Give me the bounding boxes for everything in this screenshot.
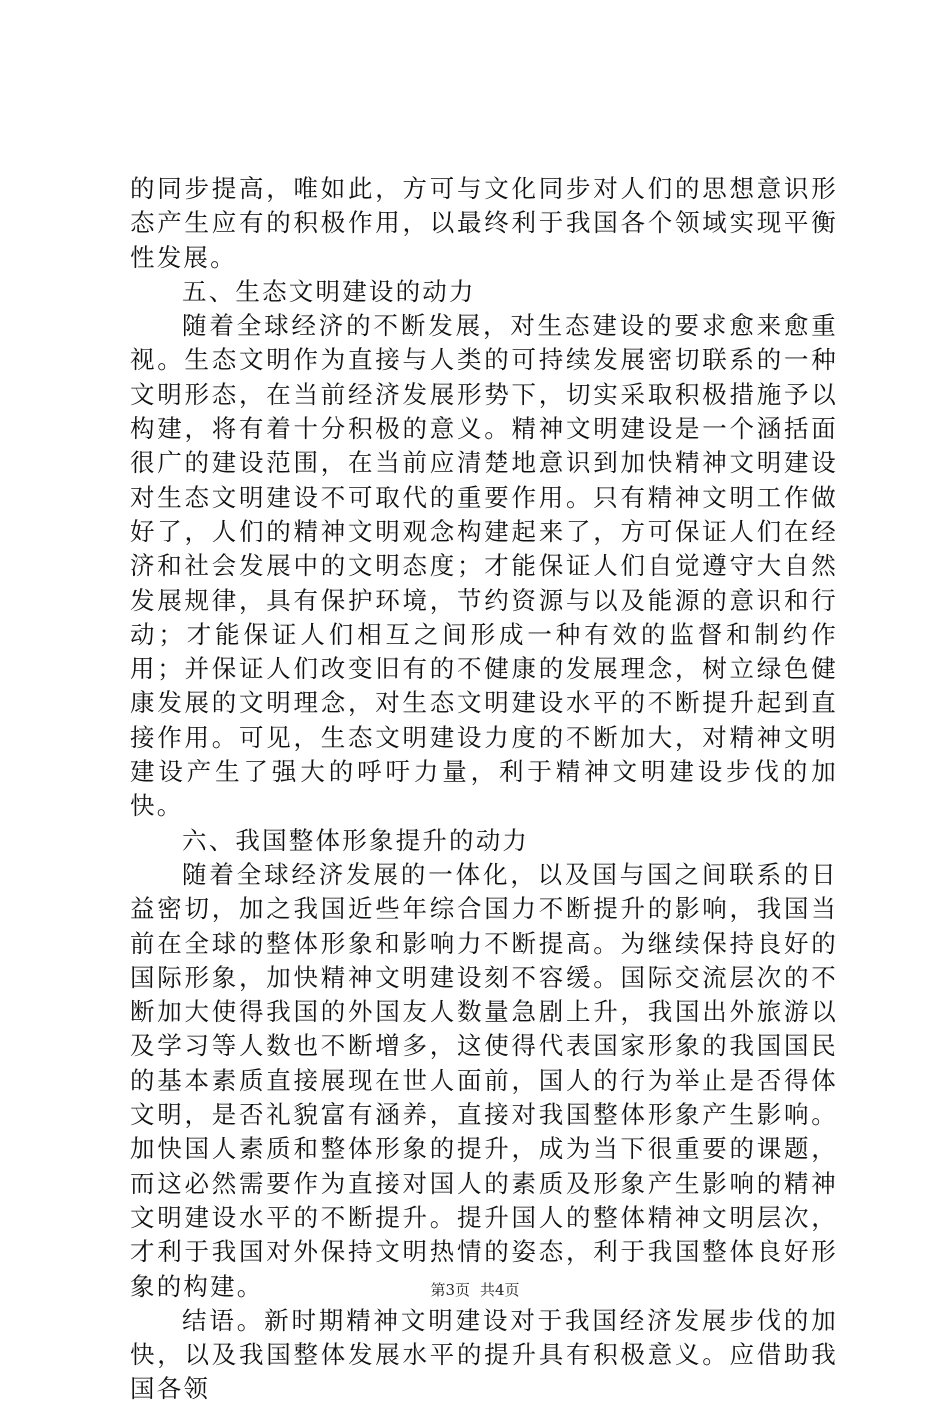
paragraph-ecological-civilization: 随着全球经济的不断发展，对生态建设的要求愈来愈重视。生态文明作为直接与人类的可持续发展密切联系的一种文明形态，在当前经济发展形势下，切实采取积极措施予以构建，将有着十分积极的意义。精神文明建设是一个涵括面很广的建设范围，在当前应清楚地意识到加快精神文明建设对生态文明建设不可取代的重要作用。只有精神文明工作做好了，人们的精神文明观念构建起来了，方可保证人们在经济和社会发展中的文明态度；才能保证人们自觉遵守大自然发展规律，具有保护环境，节约资源与以及能源的意识和行动；才能保证人们相互之间形成一种有效的监督和制约作用；并保证人们改变旧有的不健康的发展理念，树立绿色健康发展的文明理念，对生态文明建设水平的不断提升起到直接作用。可见，生态文明建设力度的不断加大，对精神文明建设产生了强大的呼吁力量，利于精神文明建设步伐的加快。: [130, 311, 838, 821]
document-body: [130, 172, 838, 1407]
paragraph-continuation: 的同步提高，唯如此，方可与文化同步对人们的思想意识形态产生应有的积极作用，以最终利于我国各个领域实现平衡性发展。: [130, 174, 838, 272]
section-heading-national-image: 六、我国整体形象提升的动力: [182, 825, 530, 855]
page-total: 共4页: [480, 1281, 520, 1299]
section-heading-ecological-civilization: 五、生态文明建设的动力: [182, 276, 476, 306]
paragraph-conclusion: 结语。新时期精神文明建设对于我国经济发展步伐的加快，以及我国整体发展水平的提升具有积极意义。应借助我国各领: [130, 1305, 838, 1404]
page-footer: [0, 1280, 950, 1300]
page-number: 第3页: [430, 1281, 470, 1299]
paragraph-national-image: 随着全球经济发展的一体化，以及国与国之间联系的日益密切，加之我国近些年综合国力不断提升的影响，我国当前在全球的整体形象和影响力不断提高。为继续保持良好的国际形象，加快精神文明建设刻不容缓。国际交流层次的不断加大使得我国的外国友人数量急剧上升，我国出外旅游以及学习等人数也不断增多，这使得代表国家形象的我国国民的基本素质直接展现在世人面前，国人的行为举止是否得体文明，是否礼貌富有涵养，直接对我国整体形象产生影响。加快国人素质和整体形象的提升，成为当下很重要的课题，而这必然需要作为直接对国人的素质及形象产生影响的精神文明建设水平的不断提升。提升国人的整体精神文明层次，才利于我国对外保持文明热情的姿态，利于我国整体良好形象的构建。: [130, 859, 838, 1301]
